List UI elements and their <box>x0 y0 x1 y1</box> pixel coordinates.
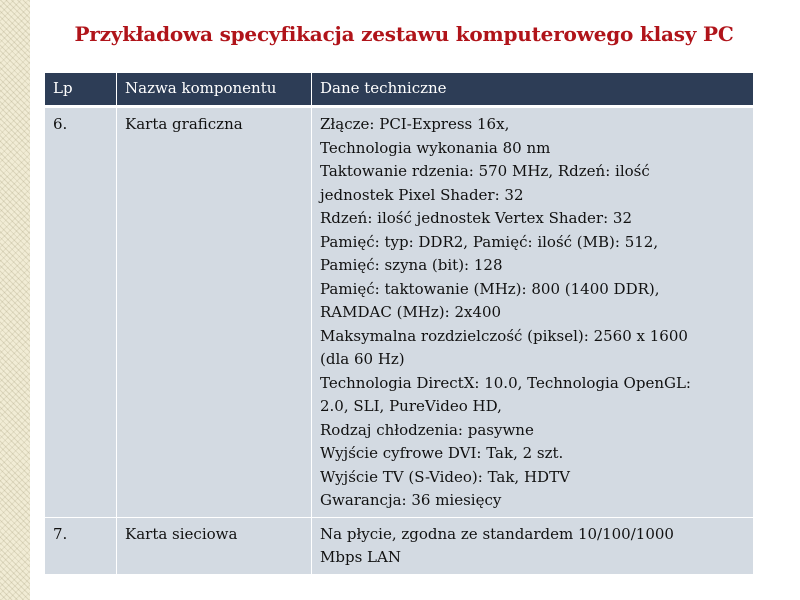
cell-technical-data <box>312 107 754 518</box>
table-row <box>45 517 754 574</box>
table-row <box>45 107 754 518</box>
detail-line: Technologia DirectX: 10.0, Technologia OpenGL: <box>320 373 691 392</box>
cell-component-name: Karta sieciowa <box>117 517 312 574</box>
cell-lp: 7. <box>45 517 117 574</box>
detail-line: Wyjście cyfrowe DVI: Tak, 2 szt. <box>320 444 564 462</box>
detail-line: Wyjście TV (S-Video): Tak, HDTV <box>320 467 570 486</box>
page-title: Przykładowa specyfikacja zestawu komputerowego klasy PC <box>74 22 734 46</box>
detail-line: Gwarancja: 36 miesięcy <box>320 491 502 509</box>
detail-line: 2.0, SLI, PureVideo HD, <box>320 397 502 415</box>
detail-line: jednostek Pixel Shader: 32 <box>320 185 524 204</box>
detail-line: RAMDAC (MHz): 2x400 <box>320 303 502 321</box>
detail-line: (dla 60 Hz) <box>320 350 405 368</box>
detail-line: Złącze: PCI-Express 16x, <box>320 115 510 133</box>
detail-line: Na płycie, zgodna ze standardem 10/100/1000 <box>320 524 674 543</box>
detail-line: Pamięć: taktowanie (MHz): 800 (1400 DDR), <box>320 279 660 298</box>
cell-technical-data <box>312 517 754 574</box>
column-header-lp: Lp <box>45 73 117 107</box>
column-header-component-name: Nazwa komponentu <box>117 73 312 107</box>
detail-line: Pamięć: typ: DDR2, Pamięć: ilość (MB): 512, <box>320 232 659 251</box>
detail-line: Taktowanie rdzenia: 570 MHz, Rdzeń: ilość <box>320 162 650 180</box>
column-header-technical-data: Dane techniczne <box>312 73 754 107</box>
table-header-row <box>45 73 754 107</box>
spec-table <box>44 72 754 575</box>
detail-line: Rodzaj chłodzenia: pasywne <box>320 420 534 439</box>
detail-line: Maksymalna rozdzielczość (piksel): 2560 x 1600 <box>320 326 688 345</box>
decorative-side-stripe <box>0 0 30 600</box>
detail-line: Rdzeń: ilość jednostek Vertex Shader: 32 <box>320 209 633 227</box>
detail-line: Pamięć: szyna (bit): 128 <box>320 256 503 274</box>
detail-line: Mbps LAN <box>320 548 401 566</box>
cell-lp: 6. <box>45 107 117 518</box>
detail-line: Technologia wykonania 80 nm <box>320 138 551 157</box>
cell-component-name: Karta graficzna <box>117 107 312 518</box>
